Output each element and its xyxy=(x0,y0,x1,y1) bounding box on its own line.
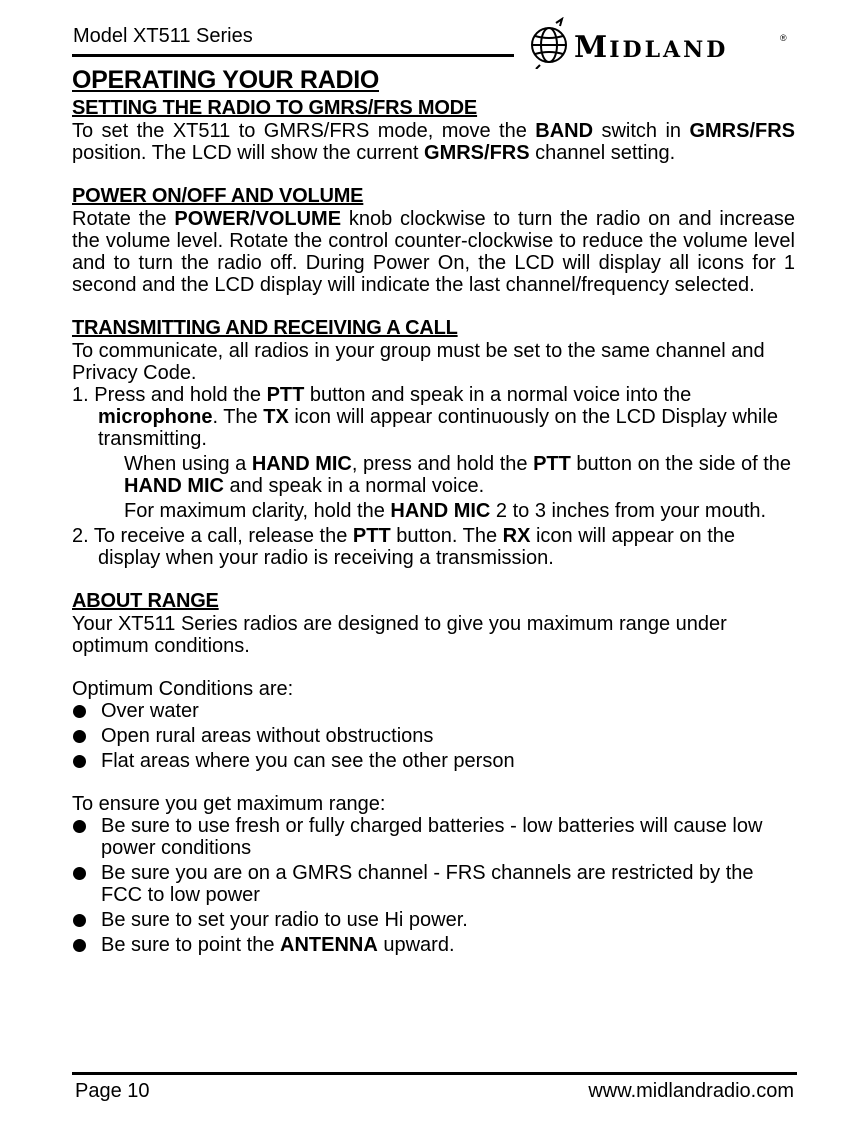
midland-logo xyxy=(526,17,796,69)
page-content xyxy=(72,64,795,956)
list-item: Over water xyxy=(72,700,795,722)
ensure-label: To ensure you get maximum range: xyxy=(72,793,386,815)
registered-mark: ® xyxy=(780,33,787,43)
clarity-note: For maximum clarity, hold the HAND MIC 2 to 3 inches from your mouth. xyxy=(124,500,767,522)
section-text-gmrs-frs: To set the XT511 to GMRS/FRS mode, move the BAND switch in GMRS/FRS position. The LCD will show the current GMRS/FRS channel setting. xyxy=(72,120,795,164)
list-item: Be sure to point the ANTENNA upward. xyxy=(72,934,795,956)
section-heading-transmit-receive: TRANSMITTING AND RECEIVING A CALL xyxy=(72,317,458,339)
list-item: 1. Press and hold the PTT button and speak in a normal voice into the microphone. The TX icon will appear continuously on the LCD Display while transmitting. When using a HAND MIC, press and hold the PTT button on the side of the HAND MIC and speak in a normal voice. For maximum clarity, hold the HAND MIC 2 to 3 inches from your mouth. xyxy=(72,384,795,522)
hand-mic-note: When using a HAND MIC, press and hold the PTT button on the side of the HAND MIC and speak in a normal voice. xyxy=(124,453,792,497)
bullet-icon xyxy=(73,705,86,718)
steps-list xyxy=(72,384,795,569)
bullet-icon xyxy=(73,820,86,833)
bullet-icon xyxy=(73,755,86,768)
list-item: Be sure to use fresh or fully charged batteries - low batteries will cause low power conditions xyxy=(72,815,795,859)
bullet-icon xyxy=(73,730,86,743)
conditions-label: Optimum Conditions are: xyxy=(72,678,294,700)
page-title: OPERATING YOUR RADIO xyxy=(72,66,379,94)
page-number: Page 10 xyxy=(75,1080,150,1102)
brand-rest: IDLAND xyxy=(609,37,729,63)
section-heading-about-range: ABOUT RANGE xyxy=(72,590,219,612)
header-model: Model XT511 Series xyxy=(73,25,253,47)
list-item: 2. To receive a call, release the PTT button. The RX icon will appear on the display when your radio is receiving a transmission. xyxy=(72,525,735,569)
globe-icon xyxy=(526,17,576,69)
footer-url: www.midlandradio.com xyxy=(588,1080,794,1102)
conditions-list xyxy=(72,700,795,772)
bullet-icon xyxy=(73,867,86,880)
section-intro-transmit-receive: To communicate, all radios in your group must be set to the same channel and Privacy Code. xyxy=(72,340,765,384)
list-item: Open rural areas without obstructions xyxy=(72,725,795,747)
section-heading-power-volume: POWER ON/OFF AND VOLUME xyxy=(72,185,364,207)
section-heading-gmrs-frs: SETTING THE RADIO TO GMRS/FRS MODE xyxy=(72,97,478,119)
bullet-icon xyxy=(73,939,86,952)
list-item: Be sure you are on a GMRS channel - FRS channels are restricted by the FCC to low power xyxy=(72,862,795,906)
section-intro-about-range: Your XT511 Series radios are designed to give you maximum range under optimum conditions. xyxy=(72,613,727,657)
brand-initial: M xyxy=(574,30,610,65)
range-tips-list xyxy=(72,815,795,956)
list-item: Flat areas where you can see the other person xyxy=(72,750,795,772)
bullet-icon xyxy=(73,914,86,927)
header-rule xyxy=(72,54,514,57)
footer-rule xyxy=(72,1072,797,1075)
section-text-power-volume: Rotate the POWER/VOLUME knob clockwise to turn the radio on and increase the volume level. Rotate the control counter-clockwise to reduce the volume level and to turn the radio off. During Power On, the LCD will display all icons for 1 second and the LCD display will indicate the last channel/frequency selected. xyxy=(72,208,795,296)
list-item: Be sure to set your radio to use Hi power. xyxy=(72,909,795,931)
